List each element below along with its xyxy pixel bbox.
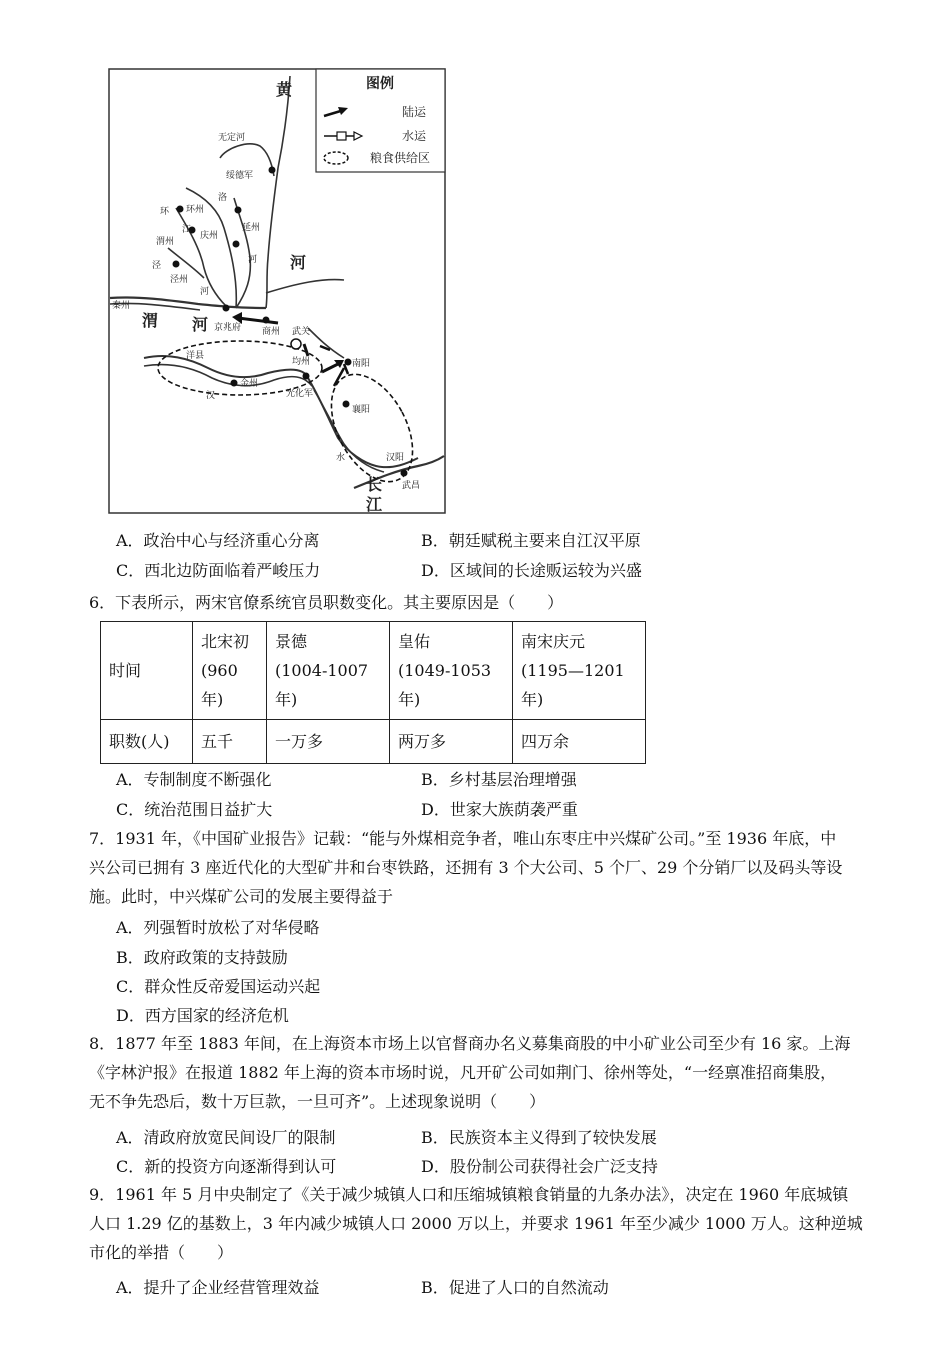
label-han: 汉 <box>206 391 216 401</box>
label-shui: 水 <box>336 453 346 463</box>
label-jingzhaofu: 京兆府 <box>214 323 242 333</box>
q7-stem: 7．1931 年，《中国矿业报告》记载：“能与外煤相竞争者，唯山东枣庄中兴煤矿公司。”至 1936 年底，中 兴公司已拥有 3 座近代化的大型矿井和台枣铁路，还拥有 3 个大公司、5 个厂、29 个分销厂以及码头等设 施。此时，中兴煤矿公司的发展主要得益于 <box>89 829 843 906</box>
label-chang: 长 <box>366 475 383 494</box>
label-wei: 渭 <box>142 311 159 330</box>
q9-option-a: A．提升了企业经营管理效益 <box>116 1278 320 1297</box>
table-cell-period: 南宋庆元 (1195—1201 年) <box>513 622 646 720</box>
label-luo: 洛 <box>218 193 228 203</box>
label-xiangyang: 襄阳 <box>352 405 371 415</box>
q6-table <box>100 621 646 764</box>
wuguan-pass-icon <box>291 339 301 349</box>
label-guanghuajun: 光化军 <box>286 389 314 399</box>
legend-grain-label: 粮食供给区 <box>370 151 431 165</box>
table-cell-count: 四万余 <box>513 720 646 764</box>
label-jing-he: 河 <box>200 287 210 297</box>
table-cell-count: 两万多 <box>390 720 513 764</box>
label-yangxian: 洋县 <box>186 351 205 361</box>
q6-stem: 6．下表所示，两宋官僚系统官员职数变化。其主要原因是（ ） <box>89 593 564 612</box>
q8-option-b: B．民族资本主义得到了较快发展 <box>421 1128 657 1147</box>
label-jiang-river: 江 <box>182 225 192 235</box>
table-cell-count: 五千 <box>193 720 267 764</box>
label-huanzhou: 环州 <box>186 205 205 215</box>
q9-option-b: B．促进了人口的自然流动 <box>421 1278 609 1297</box>
label-he-river: 河 <box>248 255 258 265</box>
label-wei-he: 河 <box>192 315 209 334</box>
label-huan: 环 <box>160 207 170 217</box>
table-cell-count: 一万多 <box>267 720 390 764</box>
legend-land-label: 陆运 <box>402 105 427 119</box>
label-yanzhou: 延州 <box>242 223 261 233</box>
label-jing: 泾 <box>152 261 162 271</box>
q7-option-b: B．政府政策的支持鼓励 <box>116 948 288 967</box>
q7-option-d: D．西方国家的经济危机 <box>116 1006 289 1025</box>
label-wuguan: 武关 <box>292 327 311 337</box>
label-shangzhou: 商州 <box>262 327 281 337</box>
label-jinzhou: 金州 <box>240 379 259 389</box>
label-qinzhou: 秦州 <box>112 301 131 311</box>
song-grain-transport-map <box>108 68 446 514</box>
table-cell-period: 皇佑 (1049-1053 年) <box>390 622 513 720</box>
q5-option-b: B．朝廷赋税主要来自江汉平原 <box>421 531 641 550</box>
label-weizhou: 渭州 <box>156 237 175 247</box>
table-cell-period: 景德 (1004-1007 年) <box>267 622 390 720</box>
label-jingzhou: 泾州 <box>170 275 189 285</box>
q6-option-b: B．乡村基层治理增强 <box>421 770 577 789</box>
q5-option-a: A．政治中心与经济重心分离 <box>116 531 320 550</box>
q8-stem: 8．1877 年至 1883 年间，在上海资本市场上以官督商办名义募集商股的中小矿业公司至少有 16 家。上海 《字林沪报》在报道 1882 年上海的资本市场时说，凡开矿公司如荆门、徐州等处，“一经禀准招商集股， 无不争先恐后，数十万巨款，一旦可齐”。上述现象说明（ ） <box>89 1034 851 1111</box>
label-nanyang: 南阳 <box>352 359 371 369</box>
label-wudinghe: 无定河 <box>218 133 246 143</box>
label-hanyang: 汉阳 <box>386 453 405 463</box>
q8-option-d: D．股份制公司获得社会广泛支持 <box>421 1157 658 1176</box>
q7-option-a: A．列强暂时放松了对华侵略 <box>116 918 320 937</box>
label-jiang: 江 <box>366 495 383 514</box>
table-header-count: 职数(人) <box>101 720 193 764</box>
q6-option-c: C．统治范围日益扩大 <box>116 800 273 819</box>
table-header-time: 时间 <box>101 622 193 720</box>
legend-title: 图例 <box>366 76 394 92</box>
label-qingzhou: 庆州 <box>200 231 219 241</box>
q6-option-a: A．专制制度不断强化 <box>116 770 272 789</box>
label-yellow-he: 河 <box>290 253 307 272</box>
legend-water-label: 水运 <box>402 129 427 143</box>
q8-option-a: A．清政府放宽民间设厂的限制 <box>116 1128 336 1147</box>
label-wuchang: 武昌 <box>402 481 421 491</box>
q5-option-d: D．区域间的长途贩运较为兴盛 <box>421 561 642 580</box>
label-junzhou: 均州 <box>292 357 311 367</box>
q9-stem: 9．1961 年 5 月中央制定了《关于减少城镇人口和压缩城镇粮食销量的九条办法》，决定在 1960 年底城镇 人口 1.29 亿的基数上，3 年内减少城镇人口 2000 万以上，并要求 1961 年至少减少 1000 万人。这种逆城 市化的举措（ ） <box>89 1185 863 1262</box>
label-huang: 黄 <box>276 80 293 99</box>
table-cell-period: 北宋初 (960 年) <box>193 622 267 720</box>
q5-option-c: C．西北边防面临着严峻压力 <box>116 561 321 580</box>
label-suidejun: 绥德军 <box>226 171 254 181</box>
q7-option-c: C．群众性反帝爱国运动兴起 <box>116 977 321 996</box>
q6-option-d: D．世家大族荫袭严重 <box>421 800 578 819</box>
q8-option-c: C．新的投资方向逐渐得到认可 <box>116 1157 337 1176</box>
map-legend <box>316 69 445 172</box>
